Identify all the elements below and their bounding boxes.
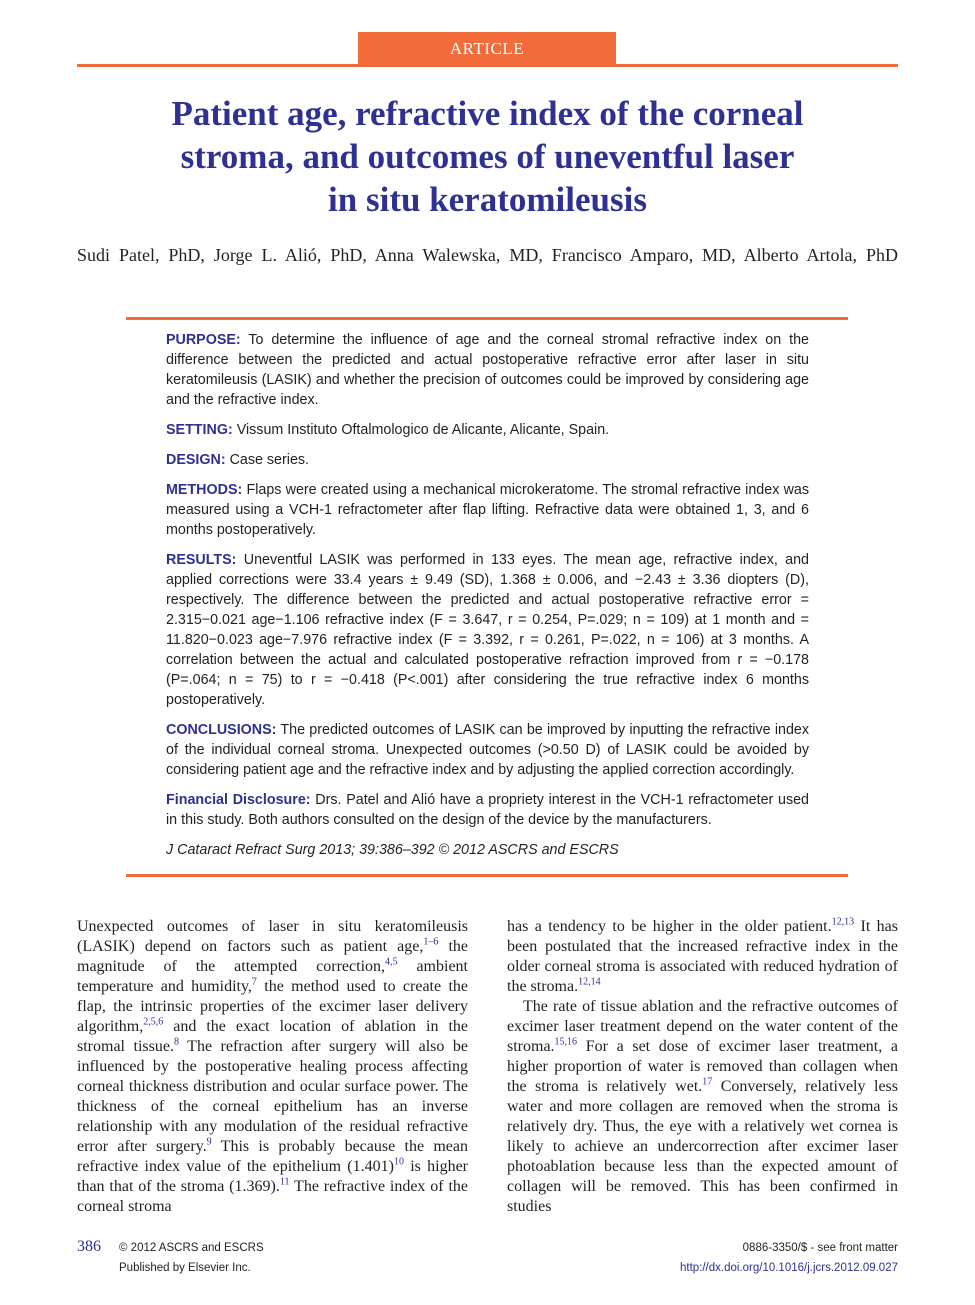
reference-link[interactable]: 12,13 [831,916,855,928]
reference-link[interactable]: 2,5,6 [143,1016,164,1028]
purpose-label: PURPOSE: [166,332,241,348]
body-paragraph [507,997,898,1217]
body-paragraph [77,917,468,1217]
abstract-methods [166,480,809,540]
results-label: RESULTS: [166,552,237,568]
reference-link[interactable]: 9 [206,1136,212,1148]
reference-link[interactable]: 7 [251,976,257,988]
reference-link[interactable]: 10 [393,1156,404,1168]
setting-text: Vissum Instituto Oftalmologico de Alicante, Alicante, Spain. [236,422,610,438]
reference-link[interactable]: 12,14 [578,976,601,988]
results-text: Uneventful LASIK was performed in 133 eyes. The mean age, refractive index, and applied corrections were 33.4 years ± 9.49 (SD), 1.368 ± 0.006, and −2.43 ± 3.36 diopters (D), respectively. The difference between the predicted and actual postoperative refractive error = 2.315−0.021 age−1.106 refractive index (F = 3.647, r = 0.254, P=.029; n = 109) at 1 month and = 11.820−0.023 age−7.976 refractive index (F = 3.392, r = 0.261, P=.022, n = 106) at 3 months. A correlation between the actual and calculated postoperative refraction improved from r = −0.178 (P=.064; n = 75) to r = −0.418 (P<.001) after considering the true refractive index 6 months postoperatively. [166,552,809,708]
design-text: Case series. [229,452,310,468]
title-line-3: in situ keratomileusis [328,180,647,219]
reference-link[interactable]: 1–6 [423,936,439,948]
author-list: Sudi Patel, PhD, Jorge L. Alió, PhD, Anna Walewska, MD, Francisco Amparo, MD, Alberto Artola, PhD [77,245,898,265]
abstract-purpose [166,330,809,410]
abstract-disclosure [166,790,809,830]
footer-issn: 0886-3350/$ - see front matter [742,1242,898,1254]
body-column-right [507,917,898,1217]
reference-link[interactable]: 4,5 [385,956,398,968]
setting-label: SETTING: [166,422,233,438]
abstract [166,330,809,870]
body-text: Unexpected outcomes of laser in situ keratomileusis (LASIK) depend on factors such as patient age, [77,918,468,955]
journal-citation: J Cataract Refract Surg 2013; 39:386–392 © 2012 ASCRS and ESCRS [166,842,619,858]
reference-link[interactable]: 11 [279,1176,290,1188]
footer-copyright: © 2012 ASCRS and ESCRS [119,1242,264,1254]
body-text: For a set dose of excimer laser treatment, a higher proportion of water is removed than collagen when the stroma is relatively wet. [507,1038,898,1095]
abstract-design [166,450,809,470]
reference-link[interactable]: 8 [173,1036,179,1048]
body-text: ambient temperature and humidity, [77,958,468,995]
reference-link[interactable]: 15,16 [554,1036,578,1048]
body-text: This is probably because the mean refractive index value of the epithelium (1.401) [77,1138,469,1175]
conclusions-label: CONCLUSIONS: [166,722,277,738]
header-rule [77,64,898,67]
methods-text: Flaps were created using a mechanical microkeratome. The stromal refractive index was measured using a VCH-1 refractometer after flap lifting. Refractive data were obtained 1, 3, and 6 months postoperatively. [166,482,809,538]
body-text: is higher than that of the stroma (1.369). [77,1158,469,1195]
body-text: the method used to create the flap, the intrinsic properties of the excimer laser delivery algorithm, [77,978,468,1035]
body-text: The rate of tissue ablation and the refractive outcomes of excimer laser treatment depend on the water content of the stroma. [507,998,898,1055]
purpose-text: To determine the influence of age and the corneal stromal refractive index on the difference between the predicted and actual postoperative refractive error after laser in situ keratomileusis (LASIK) and whether the precision of outcomes could be improved by considering age and the refractive index. [166,332,809,408]
design-label: DESIGN: [166,452,226,468]
body-text: has a tendency to be higher in the older patient. [507,918,832,935]
doi-link[interactable]: http://dx.doi.org/10.1016/j.jcrs.2012.09.027 [679,1262,898,1274]
body-text: the magnitude of the attempted correction, [77,938,469,975]
article-type-tab: ARTICLE [358,32,616,66]
abstract-top-rule [126,317,848,320]
title-line-1: Patient age, refractive index of the corneal [171,94,804,133]
abstract-bottom-rule [126,874,848,877]
conclusions-text: The predicted outcomes of LASIK can be improved by inputting the refractive index of the individual corneal stroma. Unexpected outcomes (>0.50 D) of LASIK could be avoided by considering patient age and the refractive index and by adjusting the applied correction accordingly. [166,722,810,778]
article-title [77,92,898,221]
abstract-results [166,550,809,710]
body-column-left [77,917,468,1217]
body-paragraph [507,917,898,997]
abstract-setting [166,420,809,440]
reference-link[interactable]: 17 [702,1076,713,1088]
footer-publisher: Published by Elsevier Inc. [119,1262,251,1274]
page-number: 386 [77,1238,101,1255]
disclosure-label: Financial Disclosure: [166,792,311,808]
abstract-conclusions [166,720,809,780]
body-text: It has been postulated that the increased refractive index in the older corneal stroma is associated with reduced hydration of the stroma. [507,918,898,995]
disclosure-text: Drs. Patel and Alió have a propriety interest in the VCH-1 refractometer used in this study. Both authors consulted on the design of the device by the manufacturers. [166,792,809,828]
title-line-2: stroma, and outcomes of uneventful laser [180,137,795,176]
body-text: The refractive index of the corneal stroma [77,1178,468,1215]
body-text: The refraction after surgery will also be influenced by the postoperative healing process affecting corneal thickness distribution and ocular surface power. The thickness of the corneal epithelium has an inverse relationship with any modulation of the residual refractive error after surgery. [77,1038,469,1155]
body-text: and the exact location of ablation in the stromal tissue. [77,1018,468,1055]
body-text: Conversely, relatively less water and more collagen are removed when the stroma is relatively dry. Thus, the eye with a relatively wet cornea is likely to achieve an undercorrection after excimer laser photoablation because less than the expected amount of collagen will be removed. This has been confirmed in studies [507,1078,899,1215]
methods-label: METHODS: [166,482,243,498]
